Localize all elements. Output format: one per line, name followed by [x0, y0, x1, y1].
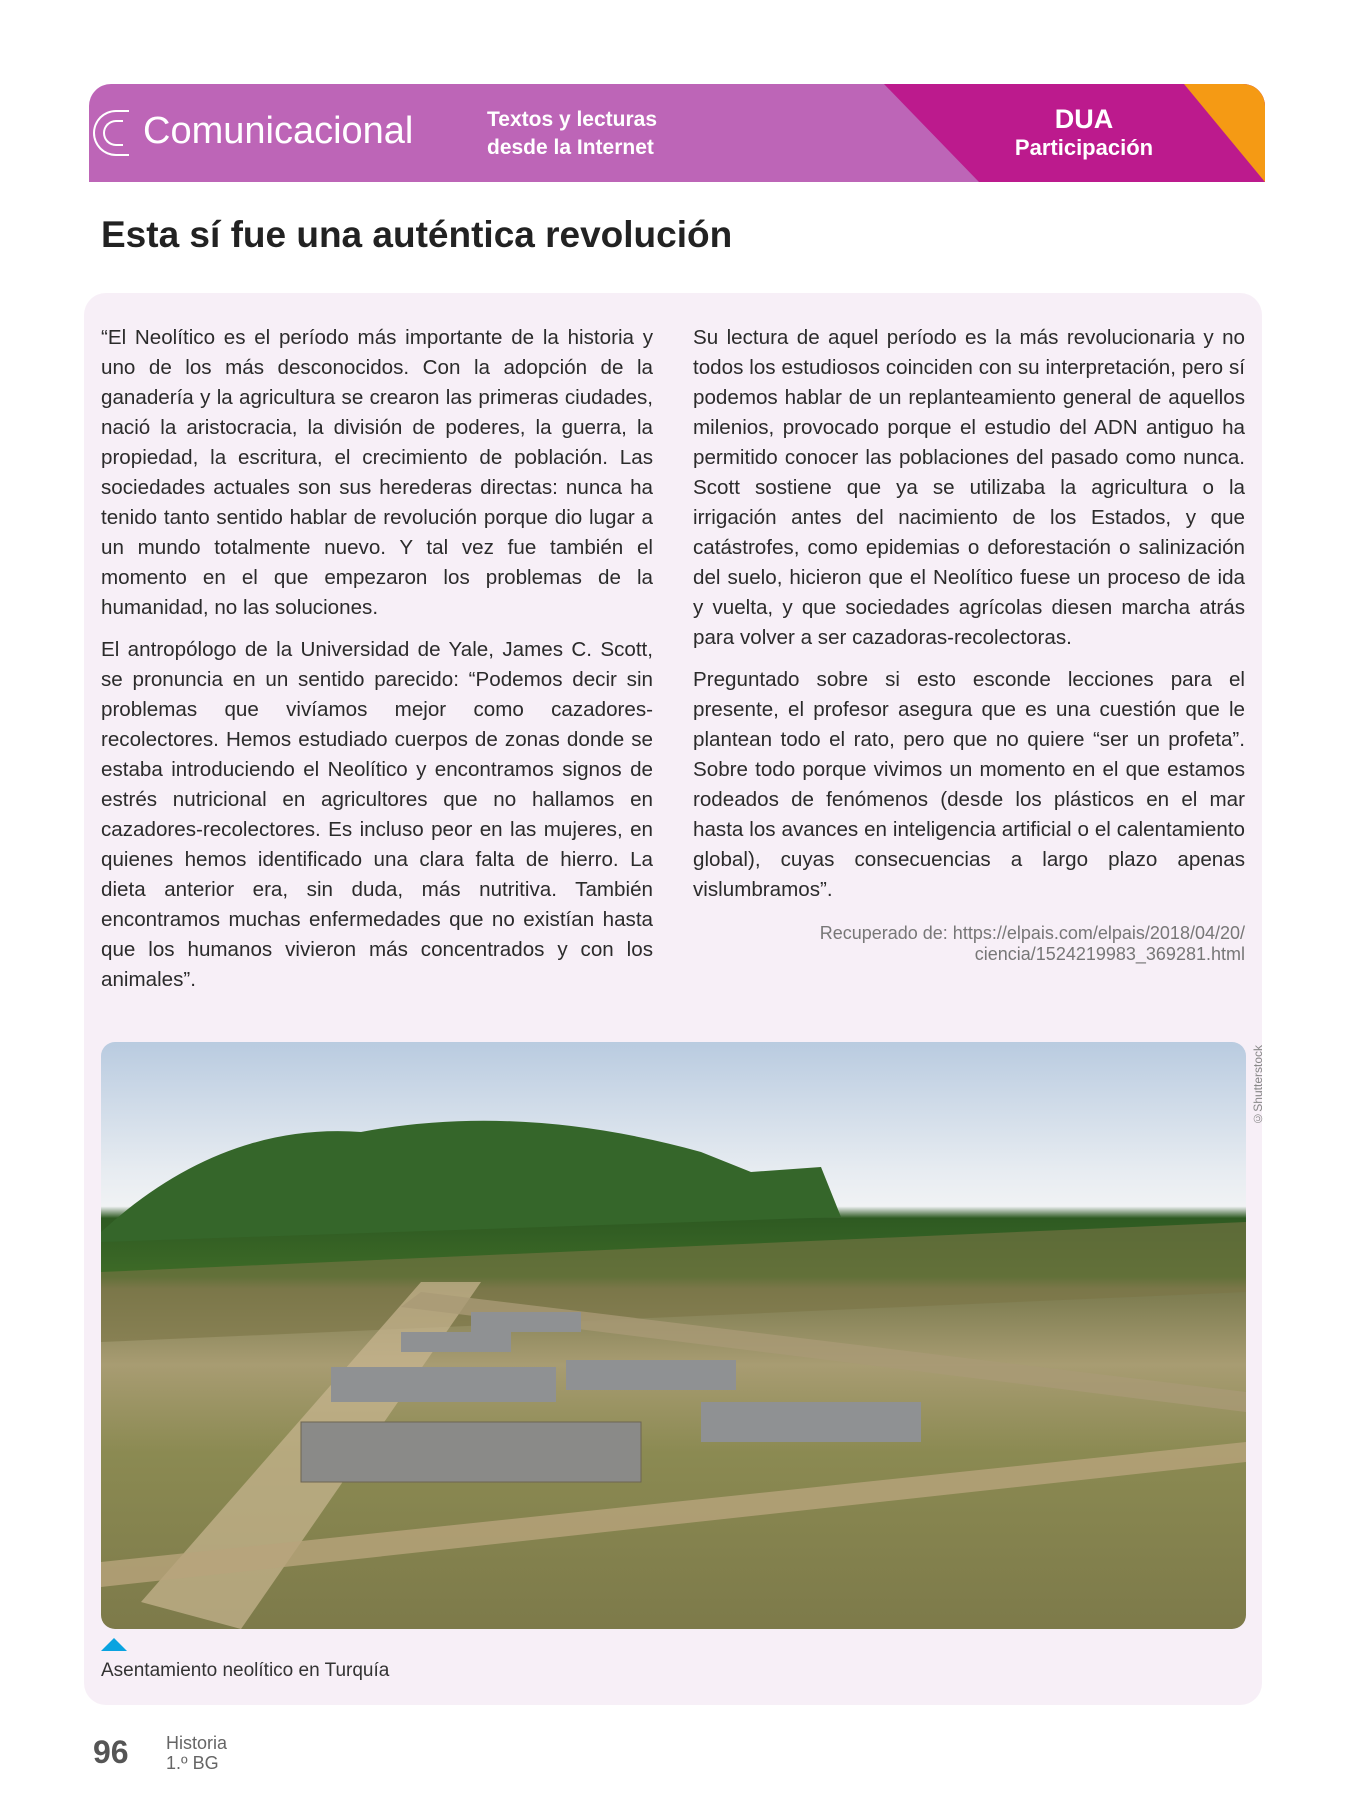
source-line-2: ciencia/1524219983_369281.html: [974, 944, 1245, 964]
section-subtitle: [487, 106, 657, 162]
subtitle-line-1: Textos y lecturas: [487, 108, 658, 131]
neolithic-settlement-photo: [101, 1042, 1246, 1629]
paragraph: Su lectura de aquel período es la más revolucionaria y no todos los estudiosos coinciden con su interpretación, pero sí podemos hablar de un replanteamiento general de aquellos milenios, provocado porque el estudio del ADN antiguo ha permitido conocer las poblaciones del pasado como nunca. Scott sostiene que ya se utilizaba la agricultura o la irrigación antes del nacimiento de los Estados, y que catástrofes, como epidemias o deforestación o salinización del suelo, hicieron que el Neolítico fuese un proceso de ida y vuelta, y que sociedades agrícolas diesen marcha atrás para volver a ser cazadoras-recolectoras.: [693, 326, 1245, 649]
footer-subject: Historia: [166, 1733, 228, 1753]
source-line-1: Recuperado de: https://elpais.com/elpais/2018/04/20/: [819, 923, 1245, 943]
section-banner: [89, 84, 1265, 182]
reading-box: [84, 293, 1265, 1705]
brand-label: Comunicacional: [143, 110, 414, 152]
photo-caption: Asentamiento neolítico en Turquía: [101, 1660, 390, 1681]
paragraph: “El Neolítico es el período más importante de la historia y uno de los más desconocidos. Con la adopción de la ganadería y la agricultura se crearon las primeras ciudades, nació la aristocracia, la división de poderes, la guerra, la propiedad, la escritura, el crecimiento de población. Las sociedades actuales son sus herederas directas: nunca ha tenido tanto sentido hablar de revolución porque dio lugar a un mundo totalmente nuevo. Y tal vez fue también el momento en el que empezaron los problemas de la humanidad, no las soluciones.: [101, 326, 653, 619]
left-column: [101, 323, 653, 1007]
right-column: [693, 323, 1245, 965]
dua-title: DUA: [1054, 104, 1114, 134]
caption-triangle-icon: [101, 1638, 127, 1651]
footer-info: [166, 1733, 227, 1773]
paragraph: El antropólogo de la Universidad de Yale, James C. Scott, se pronuncia en un sentido parecido: “Podemos decir sin problemas que vivíamos mejor como cazadores-recolectores. Hemos estudiado cuerpos de zonas donde se estaba introduciendo el Neolítico y encontramos signos de estrés nutricional en agricultores que no hallamos en cazadores-recolectores. Es incluso peor en las mujeres, en quienes hemos identificado una clara falta de hierro. La dieta anterior era, sin duda, más nutritiva. También encontramos muchas enfermedades que no existían hasta que los humanos vivieron más concentrados y con los animales”.: [101, 638, 653, 991]
paragraph: Preguntado sobre si esto esconde lecciones para el presente, el profesor asegura que es una cuestión que le plantean todo el rato, pero que no quiere “ser un profeta”. Sobre todo porque vivimos un momento en el que estamos rodeados de fenómenos (desde los plásticos en el mar hasta los avances en inteligencia artificial o el calentamiento global), cuyas consecuencias a largo plazo apenas vislumbramos”.: [693, 668, 1245, 901]
comunicacional-logo-inner-icon: [103, 120, 123, 146]
photo-illustration: [101, 1042, 1246, 1629]
subtitle-line-2: desde la Internet: [487, 136, 654, 159]
page-number: 96: [93, 1734, 129, 1770]
photo-credit: ©Shutterstock: [1251, 1045, 1265, 1126]
page-title: Esta sí fue una auténtica revolución: [101, 214, 733, 255]
footer-grade: 1.º BG: [166, 1753, 219, 1773]
dua-subtitle: Participación: [1014, 135, 1154, 160]
dua-badge: [999, 104, 1169, 162]
source-citation: [693, 923, 1245, 965]
